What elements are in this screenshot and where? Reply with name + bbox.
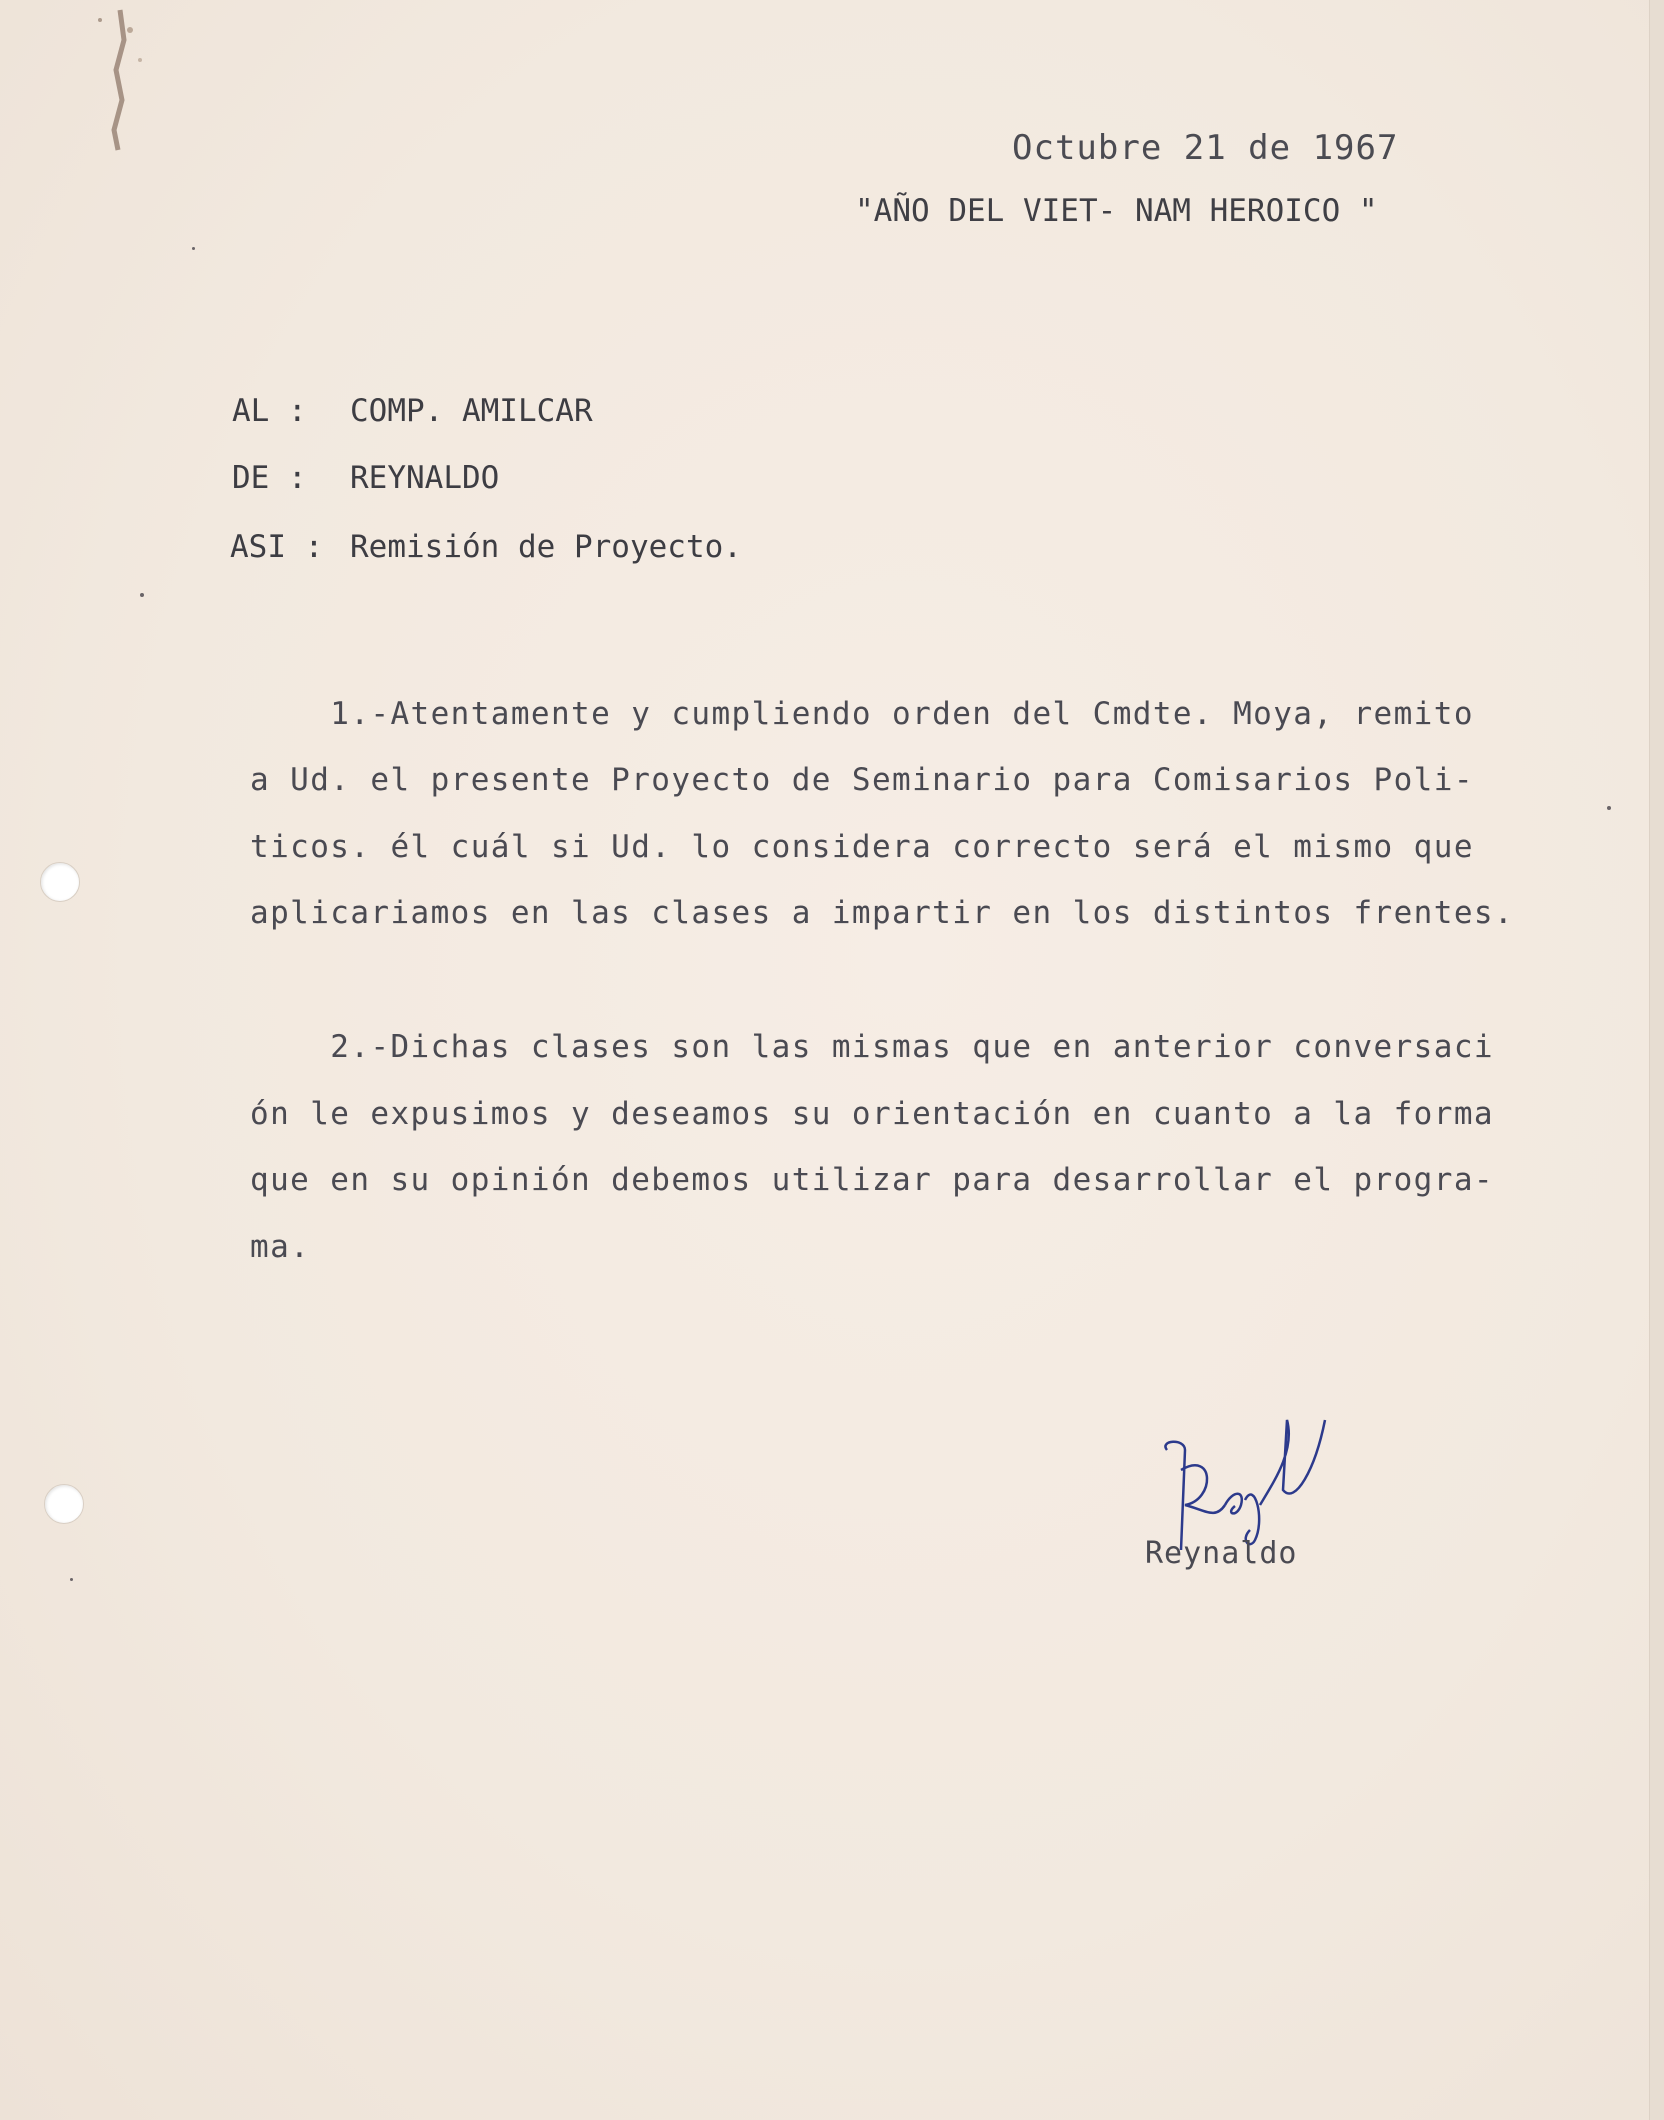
paper-speck: [70, 1578, 73, 1581]
ink-stain-mark: [80, 0, 160, 160]
paragraph2-line: 2.-Dichas clases son las mismas que en anterior conversaci: [250, 1029, 1494, 1065]
paragraph2-line: ma.: [250, 1229, 311, 1265]
paragraph1-line: aplicariamos en las clases a impartir en los distintos frentes.: [250, 895, 1515, 931]
paragraph1-line: ticos. él cuál si Ud. lo considera correcto será el mismo que: [250, 829, 1474, 865]
to-value: COMP. AMILCAR: [350, 393, 593, 429]
paragraph2-line: que en su opinión debemos utilizar para desarrollar el progra-: [250, 1162, 1494, 1198]
punch-hole: [40, 862, 80, 902]
paragraph2-line: ón le expusimos y deseamos su orientación en cuanto a la forma: [250, 1096, 1494, 1132]
subject-value: Remisión de Proyecto.: [350, 529, 742, 565]
letter-date: Octubre 21 de 1967: [1012, 128, 1399, 168]
paragraph1-line: a Ud. el presente Proyecto de Seminario para Comisarios Poli-: [250, 762, 1474, 798]
from-value: REYNALDO: [350, 460, 500, 496]
punch-hole: [44, 1484, 84, 1524]
paper-speck: [1607, 806, 1611, 810]
paper-speck: [192, 247, 195, 250]
paper-speck: [140, 593, 144, 597]
page-edge: [1649, 0, 1664, 2120]
letter-motto: "AÑO DEL VIET- NAM HEROICO ": [855, 193, 1378, 229]
subject-label: ASI :: [230, 529, 324, 565]
paragraph1-line: 1.-Atentamente y cumpliendo orden del Cmdte. Moya, remito: [250, 696, 1474, 732]
signer-name: Reynaldo: [1145, 1536, 1298, 1571]
to-label: AL :: [232, 393, 307, 429]
from-label: DE :: [232, 460, 307, 496]
